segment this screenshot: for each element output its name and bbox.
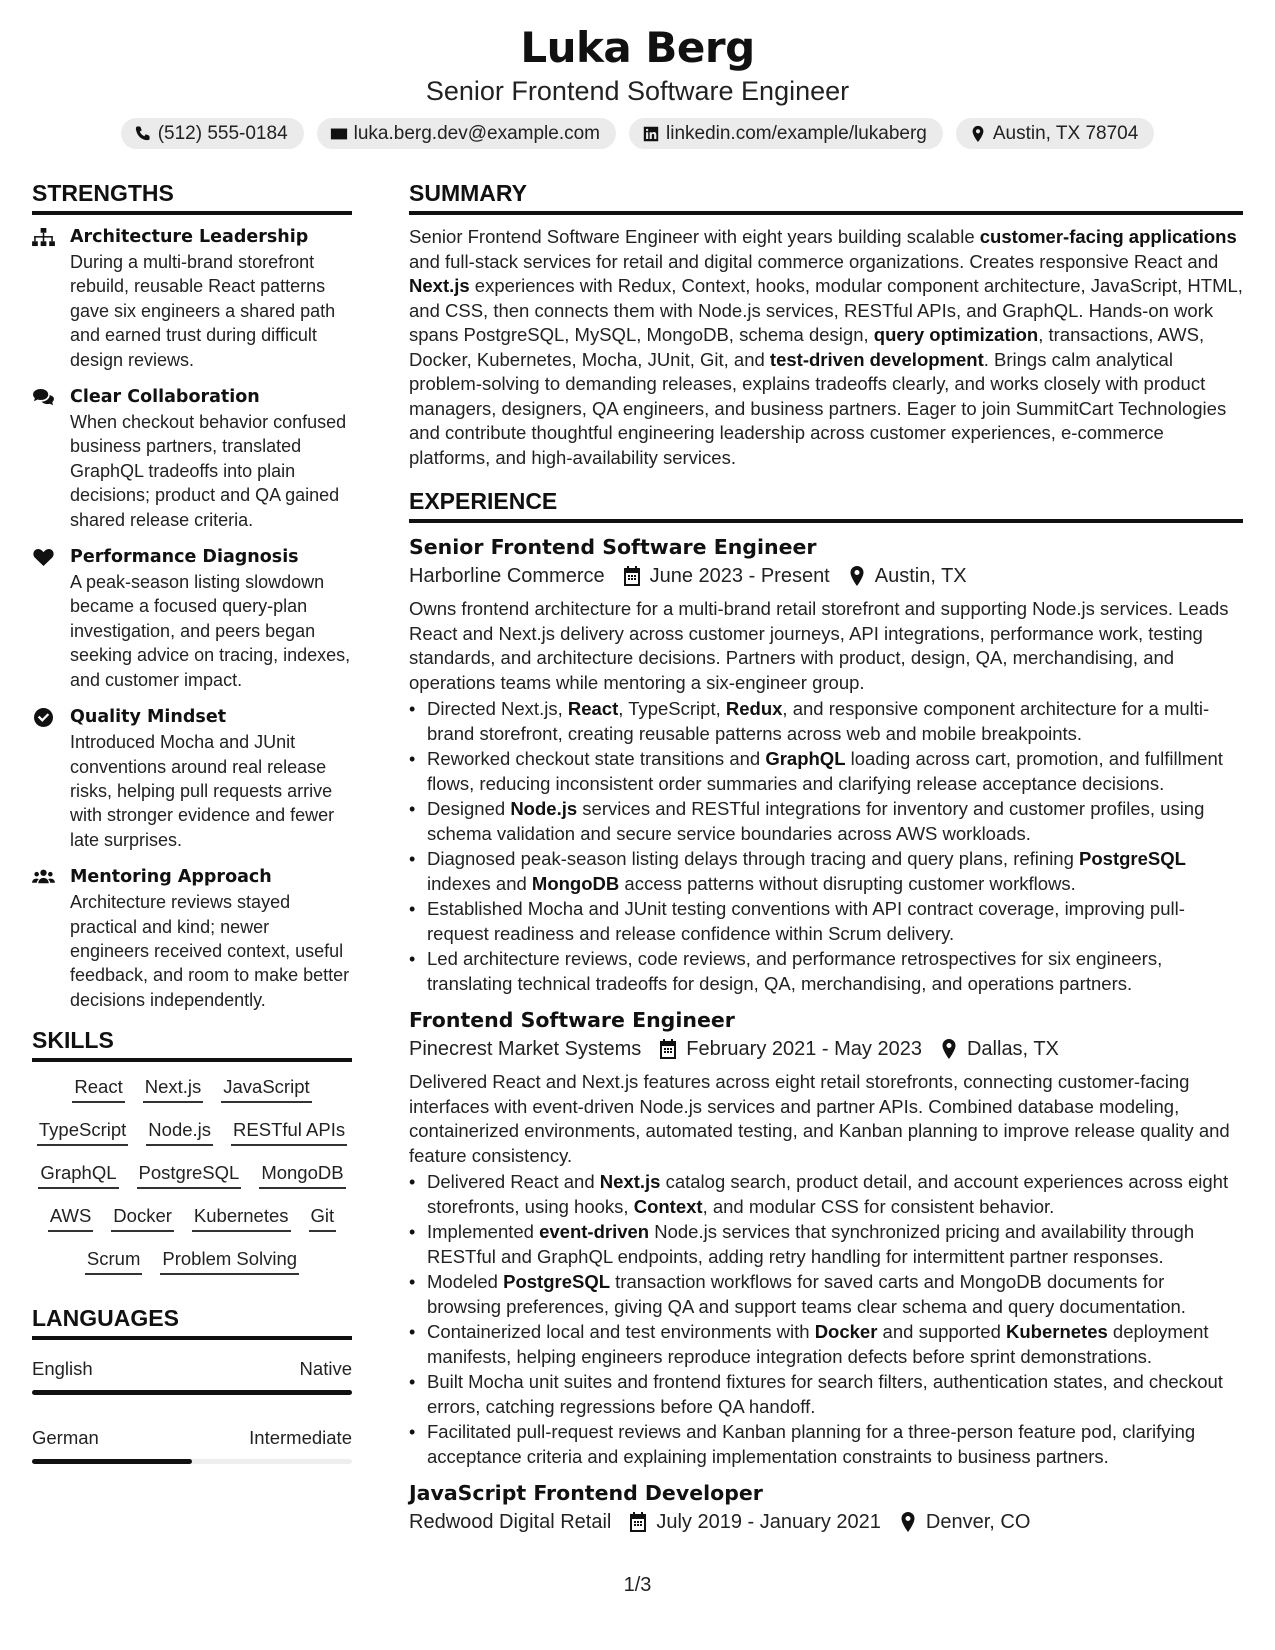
strength-description: During a multi-brand storefront rebuild, reusable React patterns gave six engineers a shared path and earned trust during difficult design reviews. (70, 252, 336, 370)
strength-description: Introduced Mocha and JUnit conventions around real release risks, helping pull requests arrive with stronger evidence and fewer late surprises. (70, 732, 335, 850)
job-entry (409, 1006, 1243, 1469)
skill-tag: JavaScript (221, 1074, 311, 1103)
strength-title: Performance Diagnosis (70, 547, 299, 568)
summary-text: Senior Frontend Software Engineer with eight years building scalable customer-facing applications and full-stack services for retail and digital commerce organizations. Creates responsive React and Next.js experiences with Redux, Context, hooks, modular component architecture, JavaScript, HTML, and CSS, then connects them with Node.js services, RESTful APIs, and GraphQL. Hands-on work spans PostgreSQL, MySQL, MongoDB, schema design, query optimization, transactions, AWS, Docker, Kubernetes, Mocha, JUnit, Git, and test-driven development. Brings calm analytical problem-solving to demanding releases, explains tradeoffs clearly, and works closely with product managers, designers, QA engineers, and business partners. Eager to join SummitCart Technologies and contribute thoughtful engineering leadership across customer experiences, e-commerce platforms, and high-availability services. (409, 226, 1243, 468)
map-pin-icon (940, 1039, 958, 1059)
summary-section (409, 178, 1243, 470)
map-pin-icon (899, 1512, 917, 1532)
language-level: Intermediate (249, 1427, 352, 1449)
job-entry (409, 533, 1243, 996)
proficiency-bar (32, 1459, 352, 1464)
job-bullet: • Directed Next.js, React, TypeScript, Redux, and responsive component architecture for a multi-brand storefront, creating reusable patterns across web and mobile breakpoints. (409, 697, 1243, 746)
sitemap-icon (32, 228, 55, 247)
job-summary: Delivered React and Next.js features across eight retail storefronts, connecting customer-facing interfaces with event-driven Node.js services and partner APIs. Combined database modeling, containerized environments, automated testing, and Kanban planning to improve release quality and feature consistency. (409, 1071, 1230, 1166)
page-number: 1/3 (623, 1574, 652, 1596)
contact-linkedin-text: linkedin.com/example/lukaberg (666, 122, 927, 144)
map-pin-icon (848, 566, 866, 586)
calendar-icon (659, 1039, 677, 1059)
contact-email[interactable] (317, 118, 616, 149)
right-column (409, 178, 1243, 1543)
skill-tag: Docker (111, 1203, 174, 1232)
job-entry (409, 1479, 1243, 1537)
job-bullet: • Reworked checkout state transitions and GraphQL loading across cart, promotion, and fulfillment flows, reducing inconsistent order summaries and clarifying release acceptance decisions. (409, 747, 1243, 796)
strength-description: A peak-season listing slowdown became a focused query-plan investigation, and peers began seeking advice on tracing, indexes, and customer impact. (70, 572, 351, 690)
envelope-icon (330, 125, 348, 143)
languages-heading: LANGUAGES (32, 1303, 352, 1340)
experience-heading: EXPERIENCE (409, 486, 1243, 523)
job-company: Harborline Commerce (409, 565, 605, 587)
strength-item (32, 385, 352, 532)
skill-tag: React (72, 1074, 124, 1103)
proficiency-fill (32, 1459, 192, 1464)
job-bullet: • Led architecture reviews, code reviews, and performance retrospectives for six engineers, translating technical tradeoffs for design, QA, merchandising, and operations partners. (409, 947, 1243, 996)
job-bullet: • Delivered React and Next.js catalog search, product detail, and account experiences across eight storefronts, using hooks, Context, and modular CSS for consistent behavior. (409, 1170, 1243, 1219)
skill-tag: AWS (48, 1203, 93, 1232)
resume-header (0, 20, 1275, 149)
contact-location-text: Austin, TX 78704 (992, 122, 1139, 144)
summary-heading: SUMMARY (409, 178, 1243, 215)
strength-item (32, 225, 352, 372)
job-company: Redwood Digital Retail (409, 1511, 612, 1533)
strength-title: Clear Collaboration (70, 387, 260, 408)
job-bullet: • Facilitated pull-request reviews and Kanban planning for a three-person feature pod, clarifying acceptance criteria and explaining implementation constraints to business partners. (409, 1420, 1243, 1469)
skills-heading: SKILLS (32, 1025, 352, 1062)
skill-tag: Git (309, 1203, 337, 1232)
skills-section (32, 1025, 352, 1275)
skill-tag: MongoDB (259, 1160, 345, 1189)
job-bullets (409, 697, 1243, 996)
strengths-section (32, 178, 352, 1012)
job-bullet: • Modeled PostgreSQL transaction workflows for saved carts and MongoDB documents for browsing preferences, giving QA and support teams clear schema and query documentation. (409, 1270, 1243, 1319)
job-title: Senior Frontend Software Engineer (409, 535, 817, 559)
phone-icon (134, 125, 152, 143)
job-dates: February 2021 - May 2023 (686, 1038, 922, 1060)
contact-location (956, 118, 1154, 149)
job-bullet: • Implemented event-driven Node.js services that synchronized pricing and availability through RESTful and GraphQL endpoints, adding retry handling for intermittent partner responses. (409, 1220, 1243, 1269)
skill-tag: Scrum (85, 1246, 142, 1275)
job-bullet: • Diagnosed peak-season listing delays through tracing and query plans, refining PostgreSQL indexes and MongoDB access patterns without disrupting customer workflows. (409, 847, 1243, 896)
job-summary: Owns frontend architecture for a multi-brand retail storefront and supporting Node.js services. Leads React and Next.js delivery across customer journeys, API integrations, performance work, testing standards, and architecture decisions. Partners with product, design, QA, merchandising, and operations teams while mentoring a six-engineer group. (409, 598, 1229, 693)
candidate-name: Luka Berg (520, 23, 755, 72)
linkedin-icon (642, 125, 660, 143)
job-bullet: • Containerized local and test environments with Docker and supported Kubernetes deployment manifests, helping engineers reproduce integration defects before sprint demonstrations. (409, 1320, 1243, 1369)
skill-tag: Next.js (143, 1074, 204, 1103)
skill-tag: Problem Solving (160, 1246, 299, 1275)
language-name: German (32, 1427, 99, 1449)
strength-item (32, 545, 352, 692)
contact-linkedin[interactable] (629, 118, 943, 149)
job-meta (409, 561, 1243, 591)
skill-tag: GraphQL (38, 1160, 118, 1189)
skill-tag: Node.js (146, 1117, 213, 1146)
job-location: Dallas, TX (966, 1038, 1059, 1060)
contact-phone-text: (512) 555-0184 (157, 122, 288, 144)
strength-description: When checkout behavior confused business partners, translated GraphQL tradeoffs into plain decisions; product and QA gained shared release criteria. (70, 412, 347, 530)
language-item (32, 1356, 352, 1395)
language-item (32, 1425, 352, 1464)
strength-item (32, 865, 352, 1012)
job-company: Pinecrest Market Systems (409, 1038, 642, 1060)
map-pin-icon (969, 125, 987, 143)
strength-title: Architecture Leadership (70, 227, 309, 247)
contact-email-text: luka.berg.dev@example.com (353, 122, 600, 144)
heart-icon (32, 548, 55, 567)
contact-phone[interactable] (121, 118, 304, 149)
language-name: English (32, 1358, 93, 1380)
strength-description: Architecture reviews stayed practical and kind; newer engineers received context, useful feedback, and room to make better decisions independently. (70, 892, 350, 1010)
job-dates: June 2023 - Present (649, 565, 830, 587)
job-bullet: • Established Mocha and JUnit testing conventions with API contract coverage, improving pull-request readiness and release confidence within Scrum delivery. (409, 897, 1243, 946)
job-location: Denver, CO (925, 1511, 1031, 1533)
skill-tag: RESTful APIs (231, 1117, 347, 1146)
job-location: Austin, TX (874, 565, 967, 587)
calendar-icon (629, 1512, 647, 1532)
users-icon (32, 868, 55, 887)
job-bullet: • Built Mocha unit suites and frontend fixtures for search filters, authentication states, and checkout errors, catching regressions before QA handoff. (409, 1370, 1243, 1419)
strength-item (32, 705, 352, 852)
left-column (32, 178, 352, 1484)
skill-tag: PostgreSQL (137, 1160, 242, 1189)
proficiency-fill (32, 1390, 352, 1395)
experience-section (409, 486, 1243, 1537)
strength-title: Quality Mindset (70, 707, 227, 728)
job-bullet: • Designed Node.js services and RESTful integrations for inventory and customer profiles, using schema validation and secure service boundaries across AWS workloads. (409, 797, 1243, 846)
calendar-icon (623, 566, 641, 586)
job-title: JavaScript Frontend Developer (409, 1481, 763, 1505)
comments-icon (32, 388, 55, 407)
job-title: Frontend Software Engineer (409, 1008, 735, 1032)
strength-title: Mentoring Approach (70, 867, 272, 888)
contact-bar (0, 118, 1275, 149)
candidate-title: Senior Frontend Software Engineer (425, 76, 850, 106)
job-bullets (409, 1170, 1243, 1469)
skill-tag: TypeScript (37, 1117, 128, 1146)
job-meta (409, 1034, 1243, 1064)
proficiency-bar (32, 1390, 352, 1395)
job-dates: July 2019 - January 2021 (656, 1511, 881, 1533)
language-level: Native (299, 1358, 352, 1380)
skill-tag: Kubernetes (192, 1203, 291, 1232)
skills-list (32, 1072, 352, 1275)
strengths-heading: STRENGTHS (32, 178, 352, 215)
languages-section (32, 1303, 352, 1464)
job-meta (409, 1507, 1243, 1537)
check-circle-icon (32, 708, 55, 727)
